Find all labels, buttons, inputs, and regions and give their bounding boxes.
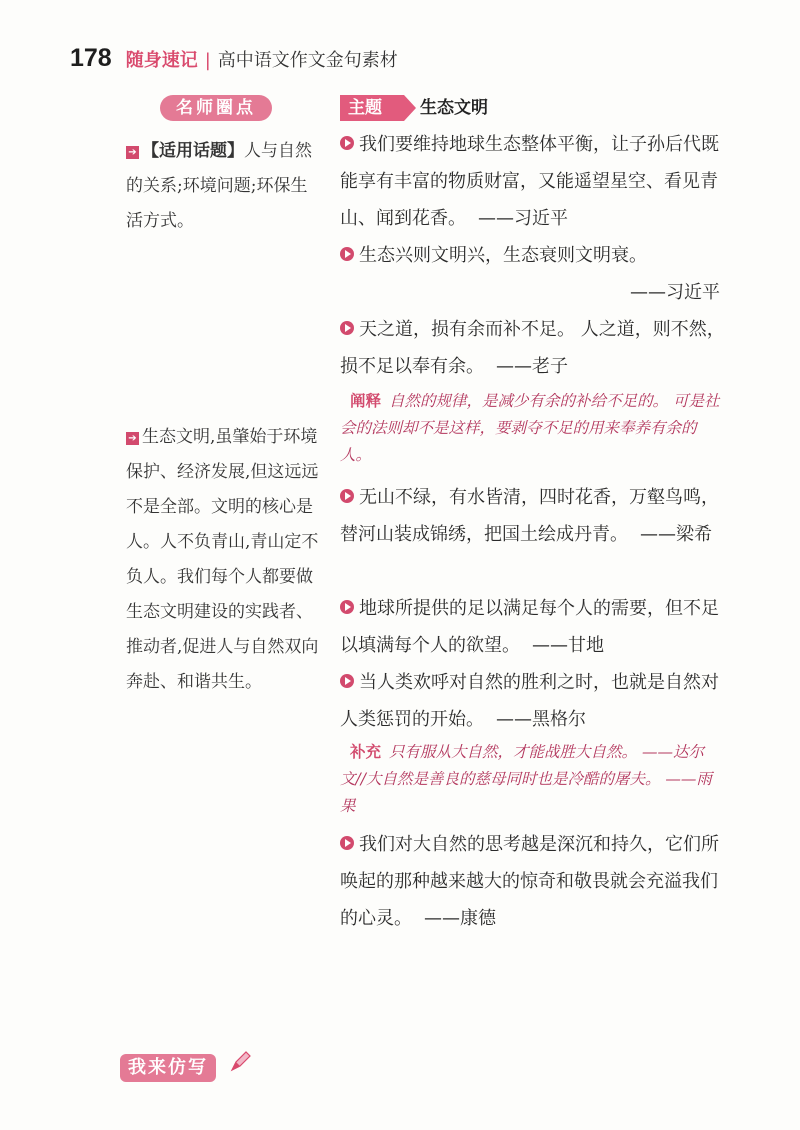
page-number: 178 <box>70 44 112 72</box>
quote-text: 天之道，损有余而补不足。 人之道，则不然，损不足以奉有余。 <box>340 319 725 377</box>
supplement-label: 补充 <box>350 743 382 761</box>
quote-text: 当人类欢呼对自然的胜利之时，也就是自然对人类惩罚的开始。 <box>340 672 719 730</box>
quote-item <box>340 664 730 738</box>
topic-title: 生态文明 <box>420 98 488 118</box>
supplement-text: 只有服从大自然，才能战胜大自然。 ——达尔文//大自然是善良的慈母同时也是冷酷的屠夫。 ——雨果 <box>340 743 712 815</box>
quote-item <box>340 590 730 664</box>
quote-item <box>340 479 730 553</box>
explanation-text: 自然的规律，是减少有余的补给不足的。 可是社会的法则却不是这样，要剥夺不足的用来奉养有余的人。 <box>340 392 720 464</box>
supplement-note <box>340 739 726 820</box>
book-title: 高中语文作文金句素材 <box>217 50 398 71</box>
header-separator: | <box>204 50 211 71</box>
quote-author: ——黑格尔 <box>496 709 586 730</box>
quote-text: 我们要维持地球生态整体平衡，让子孙后代既能享有丰富的物质财富，又能遥望星空、看见青山、闻到花香。 <box>340 134 719 229</box>
applicable-topics-label: 【适用话题】 <box>142 141 244 161</box>
play-bullet-icon <box>340 836 354 850</box>
play-bullet-icon <box>340 321 354 335</box>
quote-item <box>340 237 730 311</box>
explanation-note <box>340 388 726 469</box>
explanation-label: 阐释 <box>350 392 382 410</box>
play-bullet-icon <box>340 674 354 688</box>
quote-author: ——习近平 <box>630 282 720 303</box>
pen-icon <box>228 1048 254 1074</box>
quote-text: 无山不绿，有水皆清，四时花香，万壑鸟鸣，替河山装成锦绣，把国土绘成丹青。 <box>340 487 719 545</box>
quote-text: 我们对大自然的思考越是深沉和持久，它们所唤起的那种越来越大的惊奇和敬畏就会充溢我们的心灵。 <box>340 834 719 929</box>
play-bullet-icon <box>340 247 354 261</box>
quote-author: ——梁希 <box>640 524 712 545</box>
quote-text: 地球所提供的足以满足每个人的需要，但不足以填满每个人的欲望。 <box>340 598 719 656</box>
arrow-icon: ➔ <box>126 146 139 159</box>
commentary-note <box>126 420 322 700</box>
page-header <box>70 44 398 78</box>
series-title: 随身速记 <box>125 50 198 71</box>
applicable-topics-text: 人与自然的关系;环境问题;环保生活方式。 <box>126 141 312 231</box>
quote-author: ——甘地 <box>532 635 604 656</box>
teacher-notes-badge: 名师圈点 <box>160 95 272 121</box>
quote-author: ——习近平 <box>478 208 568 229</box>
quote-item <box>340 126 730 237</box>
play-bullet-icon <box>340 136 354 150</box>
play-bullet-icon <box>340 489 354 503</box>
quote-author: ——老子 <box>496 356 568 377</box>
quote-author: ——康德 <box>424 908 496 929</box>
quote-text: 生态兴则文明兴，生态衰则文明衰。 <box>359 245 647 266</box>
commentary-text: 生态文明,虽肇始于环境保护、经济发展,但这远远不是全部。文明的核心是人。人不负青山,青山定不负人。我们每个人都要做生态文明建设的实践者、推动者,促进人与自然双向奔赴、和谐共生。 <box>126 427 319 692</box>
quote-item <box>340 311 730 385</box>
play-bullet-icon <box>340 600 354 614</box>
applicable-topics-note <box>126 134 322 239</box>
practice-writing-badge: 我来仿写 <box>120 1054 216 1082</box>
arrow-icon: ➔ <box>126 432 139 445</box>
topic-tag: 主题 <box>340 95 404 121</box>
quote-item <box>340 826 730 937</box>
